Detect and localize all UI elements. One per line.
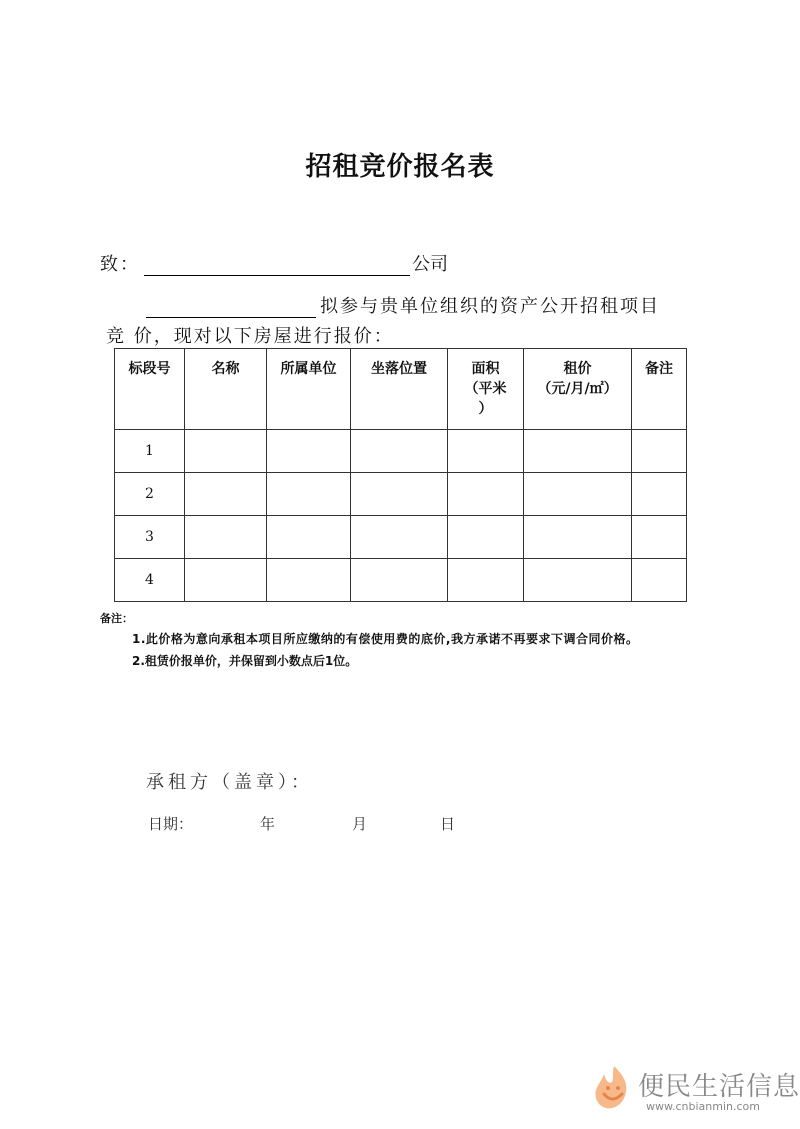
date-line <box>148 813 455 834</box>
table-row <box>115 559 687 602</box>
cell-price[interactable] <box>524 473 632 516</box>
note-item-2: 2.租赁价报单价，并保留到小数点后1位。 <box>132 654 358 668</box>
notes-section <box>100 610 700 671</box>
table-row <box>115 473 687 516</box>
cell-location[interactable] <box>351 559 448 602</box>
cell-name[interactable] <box>185 473 267 516</box>
cell-area[interactable] <box>448 473 524 516</box>
smile-flame-icon <box>592 1064 636 1116</box>
cell-area[interactable] <box>448 516 524 559</box>
watermark <box>592 1060 800 1120</box>
cell-no: 4 <box>115 559 185 602</box>
table-row <box>115 430 687 473</box>
cell-price[interactable] <box>524 430 632 473</box>
date-label: 日期： <box>148 815 194 833</box>
project-text: 拟参与贵单位组织的资产公开招租项目 <box>320 296 660 317</box>
cell-remark[interactable] <box>632 430 687 473</box>
cell-unit[interactable] <box>267 473 351 516</box>
note-item-1: 1.此价格为意向承租本项目所应缴纳的有偿使用费的底价,我方承诺不再要求下调合同价格。 <box>132 632 639 646</box>
cell-no: 1 <box>115 430 185 473</box>
cell-remark[interactable] <box>632 559 687 602</box>
watermark-name: 便民生活信息 <box>638 1072 800 1102</box>
quote-table <box>114 348 687 602</box>
cell-location[interactable] <box>351 473 448 516</box>
cell-unit[interactable] <box>267 516 351 559</box>
cell-location[interactable] <box>351 516 448 559</box>
bidder-blank[interactable] <box>146 297 316 318</box>
column-header: 所属单位 <box>267 349 351 430</box>
column-header: 面积 （平米 ） <box>448 349 524 430</box>
cell-no: 3 <box>115 516 185 559</box>
project-line <box>146 292 660 318</box>
table-row <box>115 516 687 559</box>
page-title: 招租竞价报名表 <box>305 152 495 182</box>
table-header-row <box>115 349 687 430</box>
company-blank[interactable] <box>144 253 410 276</box>
column-header: 坐落位置 <box>351 349 448 430</box>
table-body <box>115 430 687 602</box>
cell-name[interactable] <box>185 559 267 602</box>
cell-location[interactable] <box>351 430 448 473</box>
addressee-line <box>100 250 448 276</box>
cell-area[interactable] <box>448 430 524 473</box>
cell-unit[interactable] <box>267 430 351 473</box>
column-header: 标段号 <box>115 349 185 430</box>
company-suffix: 公司 <box>412 254 448 275</box>
watermark-url: www.cnbianmin.com <box>646 1100 760 1113</box>
lessee-seal-label: 承租方（盖章）： <box>146 772 313 793</box>
date-year: 年 <box>260 815 276 833</box>
addressee-label: 致： <box>100 254 140 275</box>
cell-area[interactable] <box>448 559 524 602</box>
cell-no: 2 <box>115 473 185 516</box>
cell-remark[interactable] <box>632 516 687 559</box>
cell-remark[interactable] <box>632 473 687 516</box>
bid-line: 竞 价，现对以下房屋进行报价： <box>106 326 394 347</box>
cell-name[interactable] <box>185 430 267 473</box>
cell-price[interactable] <box>524 516 632 559</box>
column-header: 租价 （元/月/㎡） <box>524 349 632 430</box>
notes-heading: 备注： <box>100 612 133 625</box>
cell-unit[interactable] <box>267 559 351 602</box>
column-header: 名称 <box>185 349 267 430</box>
column-header: 备注 <box>632 349 687 430</box>
cell-name[interactable] <box>185 516 267 559</box>
date-month: 月 <box>352 815 368 833</box>
date-day: 日 <box>440 815 456 833</box>
cell-price[interactable] <box>524 559 632 602</box>
